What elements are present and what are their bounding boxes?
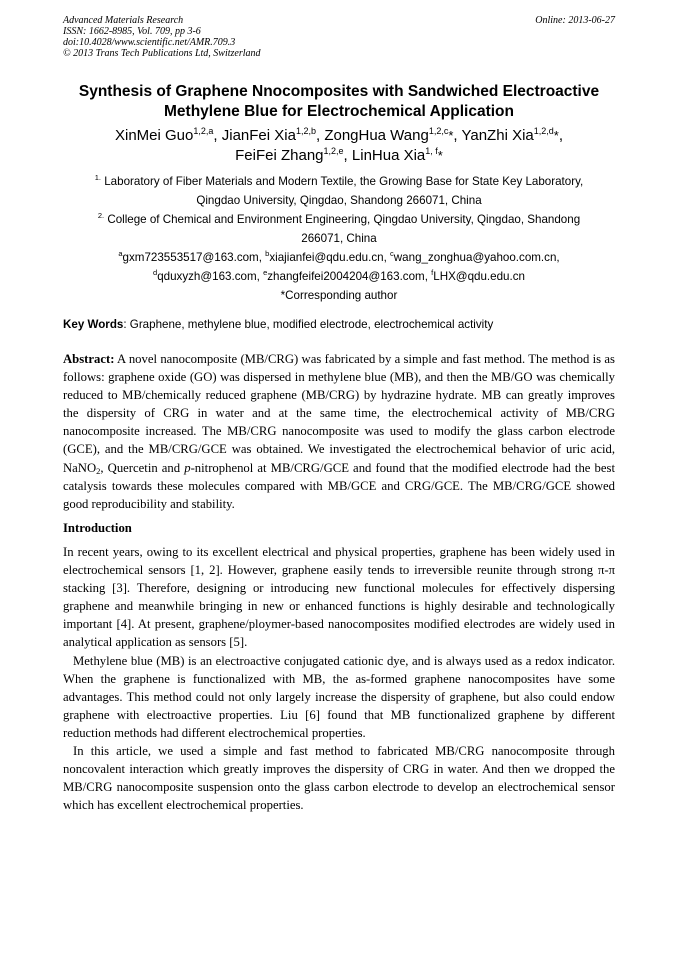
subscript: 2 xyxy=(96,465,101,476)
author-separator: , xyxy=(343,147,352,164)
email-address: wang_zonghua@yahoo.com.cn, xyxy=(393,251,560,264)
affiliation-2-line-2: 266071, China xyxy=(301,232,377,245)
author-affiliation-mark: 1,2,c xyxy=(428,126,449,136)
author-separator: , xyxy=(453,127,462,144)
author-separator: , xyxy=(213,127,222,144)
keywords-text: : Graphene, methylene blue, modified electrode, electrochemical activity xyxy=(123,318,494,331)
author-list xyxy=(40,126,638,166)
author-name: JianFei Xia xyxy=(221,127,296,144)
email-address: gxm723553517@163.com, xyxy=(122,251,266,264)
abstract-text: , Quercetin and xyxy=(100,460,185,475)
paper-body xyxy=(63,350,615,814)
author-affiliation-mark: 1,2,a xyxy=(193,126,214,136)
email-address: xiajianfei@qdu.edu.cn, xyxy=(269,251,391,264)
affiliation-mark: 2. xyxy=(97,211,105,220)
corresponding-author-note: *Corresponding author xyxy=(280,289,398,302)
title-line-2: Methylene Blue for Electrochemical Application xyxy=(164,103,514,120)
author-line-2 xyxy=(40,146,638,166)
abstract xyxy=(63,350,615,513)
email-mark: c xyxy=(390,249,394,258)
author-name: FeiFei Zhang xyxy=(235,147,324,164)
author-affiliation-mark: 1,2,d xyxy=(533,126,554,136)
email-address: LHX@qdu.edu.cn xyxy=(433,270,525,283)
journal-issn: ISSN: 1662-8985, Vol. 709, pp 3-6 xyxy=(63,26,201,37)
author-name: LinHua Xia xyxy=(351,147,426,164)
email-line-2 xyxy=(68,267,610,286)
italic-text: p xyxy=(184,460,191,475)
intro-paragraph-3: In this article, we used a simple and fast method to fabricated MB/CRG nanocomposite through noncovalent interaction which greatly improves the dispersity of CRG in water. And then we dropped the MB/CRG nanocomposite suspension onto the glass carbon electrode to develop an electrochemical sensor which has excellent electrochemical properties. xyxy=(63,743,615,813)
email-address: zhangfeifei2004204@163.com, xyxy=(267,270,432,283)
author-affiliation-mark: 1, f xyxy=(425,146,438,156)
introduction-heading: Introduction xyxy=(63,520,132,535)
email-mark: a xyxy=(118,249,123,258)
online-date: Online: 2013-06-27 xyxy=(535,15,615,26)
author-name: XinMei Guo xyxy=(114,127,194,144)
author-separator: , xyxy=(558,127,564,144)
keywords xyxy=(63,317,623,333)
corresponding-star: * xyxy=(437,148,443,163)
affiliation-mark: 1. xyxy=(94,173,101,182)
abstract-text: A novel nanocomposite (MB/CRG) was fabricated by a simple and fast method. The method is as follows: graphene oxide (GO) was dispersed in methylene blue (MB), and then the MB/GO was chemically reduced to MB/chemically reduced graphene (MB/CRG) by hydrazine hydrate. MB can greatly improves the dispersity of CRG in water and at the same time, the electrochemical activity of MB/CRG nanocomposite increased. The MB/CRG nanocomposite was used to modify the glass carbon electrode (GCE), and the MB/CRG/GCE was obtained. We investigated the electrochemical behavior of uric acid, NaNO xyxy=(63,352,615,475)
affiliation-1-line-1 xyxy=(68,172,610,191)
paper-title xyxy=(40,82,638,122)
affiliations xyxy=(68,172,610,305)
author-affiliation-mark: 1,2,e xyxy=(323,146,344,156)
journal-name: Advanced Materials Research xyxy=(63,15,184,26)
author-affiliation-mark: 1,2,b xyxy=(295,126,316,136)
abstract-text: -nitrophenol at MB/CRG/GCE and found that the modified electrode had the best catalysis towards these molecules compared with MB/GCE and CRG/GCE. The MB/CRG/GCE showed good reproducibility and stability. xyxy=(63,460,615,511)
affiliation-text: Laboratory of Fiber Materials and Modern Textile, the Growing Base for State Key Laboratory, xyxy=(101,175,584,188)
email-mark: d xyxy=(153,268,158,277)
email-address: qduxyzh@163.com, xyxy=(157,270,264,283)
keywords-label: Key Words xyxy=(63,318,124,331)
abstract-label: Abstract: xyxy=(63,352,115,366)
corresponding-star: * xyxy=(553,128,559,143)
affiliation-2-line-1 xyxy=(68,210,610,229)
intro-paragraph-1: In recent years, owing to its excellent electrical and physical properties, graphene has been widely used in electrochemical sensors [1, 2]. However, graphene easily tends to irreversible reunite through strong π-π stacking [3]. Therefore, designing or introducing new functional molecules for effectively dispersing graphene and meanwhile bringing in new or enhanced functions is highly desirable and technologically important [4]. At present, graphene/ploymer-based nanocomposites modified electrodes are widely used in analytical application as sensors [5]. xyxy=(63,544,615,650)
email-line-1 xyxy=(68,248,610,267)
author-line-1 xyxy=(40,126,638,146)
journal-header xyxy=(63,15,615,59)
affiliation-text: College of Chemical and Environment Engineering, Qingdao University, Qingdao, Shandong xyxy=(104,213,581,226)
author-separator: , xyxy=(315,127,325,144)
intro-paragraph-2: Methylene blue (MB) is an electroactive conjugated cationic dye, and is always used as a redox indicator. When the graphene is functionalized with MB, the as-formed graphene nanocomposites have some advantages. This method could not only largely increase the dispersity of graphene, but also could endow graphene with electroactive properties. Liu [6] found that MB functionalized graphene by different reduction methods had different electrochemical properties. xyxy=(63,653,615,740)
email-mark: e xyxy=(263,268,268,277)
author-name: ZongHua Wang xyxy=(324,127,429,144)
title-line-1: Synthesis of Graphene Nnocomposites with Sandwiched Electroactive xyxy=(78,83,600,100)
journal-copyright: © 2013 Trans Tech Publications Ltd, Switzerland xyxy=(63,48,261,59)
journal-doi: doi:10.4028/www.scientific.net/AMR.709.3 xyxy=(63,37,236,48)
email-mark: b xyxy=(265,249,270,258)
author-name: YanZhi Xia xyxy=(461,127,534,144)
email-mark: f xyxy=(431,268,434,277)
affiliation-1-line-2: Qingdao University, Qingdao, Shandong 266071, China xyxy=(196,194,482,207)
corresponding-star: * xyxy=(448,128,454,143)
